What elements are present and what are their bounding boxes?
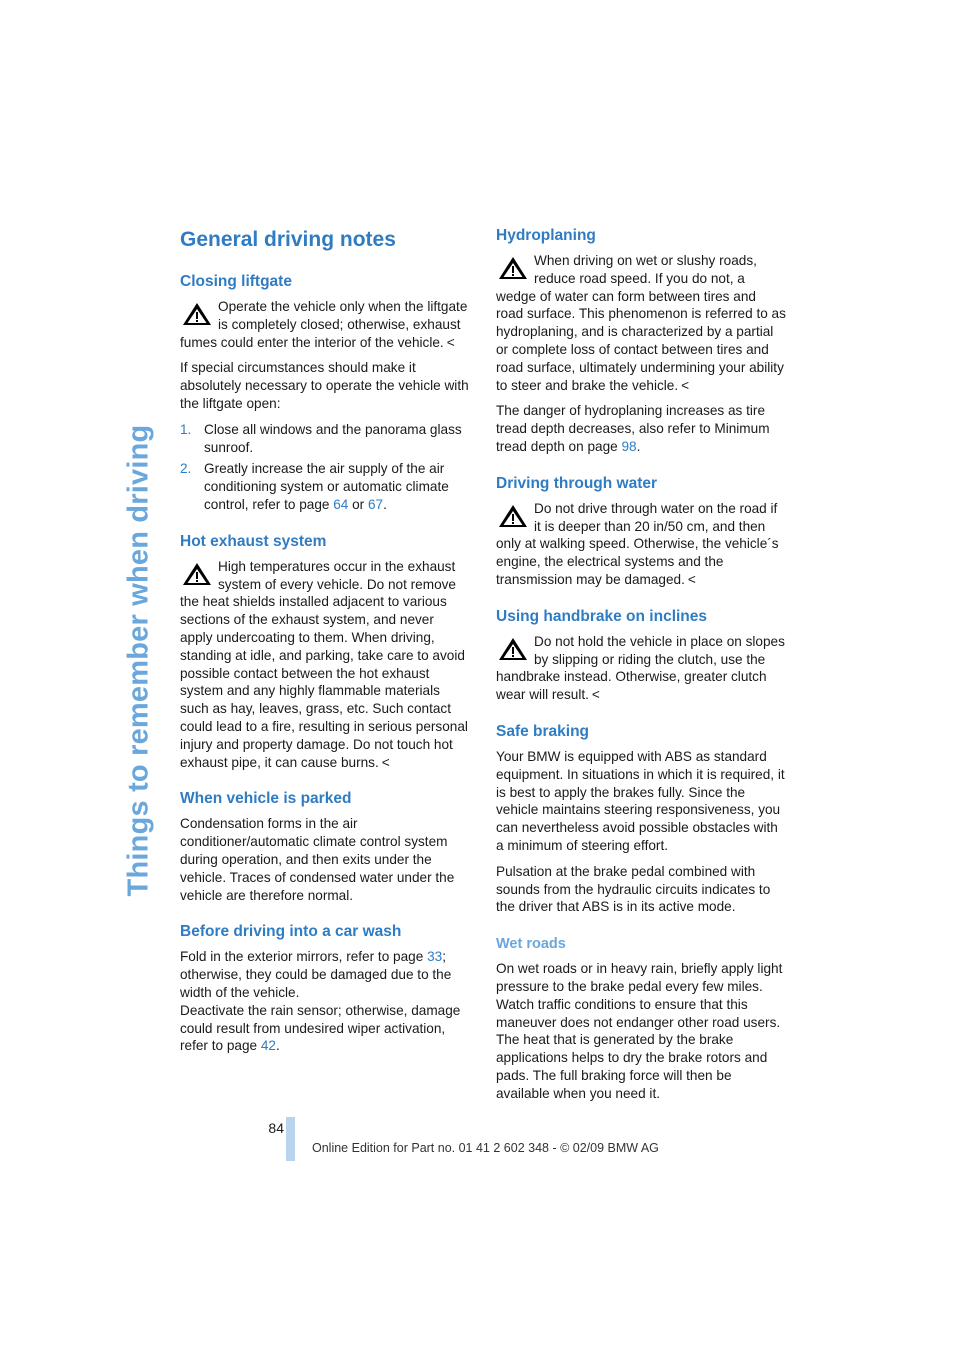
list-text: Close all windows and the panorama glass sunroof. bbox=[204, 421, 462, 455]
text-run: The danger of hydroplaning increases as tire tread depth decreases, also refer to Minimum tread depth on page bbox=[496, 403, 770, 454]
text-run: Deactivate the rain sensor; otherwise, damage could result from undesired wiper activation, refer to page bbox=[180, 1002, 461, 1054]
page-title: General driving notes bbox=[180, 228, 396, 251]
warning-text: Do not drive through water on the road if it is deeper than 20 in/50 cm, and then only at walking speed. Otherwise, the vehicle´s engine, the electrical systems and the transmission may be damaged. bbox=[496, 500, 779, 587]
footer-edition-text: Online Edition for Part no. 01 41 2 602 348 - © 02/09 BMW AG bbox=[312, 1141, 659, 1155]
page-number: 84 bbox=[268, 1120, 284, 1136]
list-text bbox=[204, 460, 470, 513]
heading-vehicle-parked: When vehicle is parked bbox=[180, 790, 352, 808]
paragraph-liftgate-intro: If special circumstances should make it absolutely necessary to operate the vehicle with the liftgate open: bbox=[180, 360, 469, 411]
end-mark: < bbox=[687, 571, 696, 587]
end-mark: < bbox=[681, 377, 690, 393]
text-run: Fold in the exterior mirrors, refer to page bbox=[180, 949, 428, 965]
warning-handbrake bbox=[496, 633, 786, 704]
text-run: Greatly increase the air supply of the air conditioning system or automatic climate control, refer to page bbox=[204, 461, 449, 512]
paragraph-wet-roads: On wet roads or in heavy rain, briefly apply light pressure to the brake pedal every few miles. Watch traffic conditions to ensure that this maneuver does not endanger other road users. The heat that is generated by the brake applications helps to dry the brake rotors and pads. The full braking force will then be available when you need it. bbox=[496, 961, 783, 1101]
warning-triangle-icon bbox=[496, 254, 532, 284]
page-link-33[interactable]: 33 bbox=[427, 949, 443, 965]
section-through-water bbox=[496, 474, 786, 589]
section-wet-roads bbox=[496, 934, 786, 1102]
side-chapter-title-text: Things to remember when driving bbox=[122, 424, 155, 896]
end-mark: < bbox=[591, 687, 600, 703]
heading-closing-liftgate: Closing liftgate bbox=[180, 273, 292, 290]
heading-handbrake: Using handbrake on inclines bbox=[496, 607, 708, 625]
end-mark: < bbox=[446, 334, 455, 350]
text-run: . bbox=[636, 438, 641, 454]
text-run: . bbox=[383, 496, 387, 512]
heading-hydroplaning: Hydroplaning bbox=[496, 227, 596, 244]
page-link-64[interactable]: 64 bbox=[333, 496, 349, 512]
list-number: 2. bbox=[180, 461, 192, 477]
warning-text: When driving on wet or slushy roads, reduce road speed. If you do not, a wedge of water can form between tires and road surface. This phenomenon is referred to as hydroplaning, and is characterized by a partial or complete loss of contact between tires and road surface, ultimately undermining your ability to steer and brake the vehicle. bbox=[496, 253, 786, 393]
warning-hot-exhaust bbox=[180, 558, 470, 772]
list-number: 1. bbox=[180, 421, 192, 437]
warning-triangle-icon bbox=[180, 560, 216, 590]
paragraph-abs-pulsation: Pulsation at the brake pedal combined with sounds from the hydraulic circuits indicates to the driver that ABS is in its active mode. bbox=[496, 863, 771, 915]
section-closing-liftgate bbox=[180, 272, 470, 514]
warning-triangle-icon bbox=[496, 635, 532, 665]
paragraph-hydroplaning-tread bbox=[496, 402, 786, 455]
footer-accent-bar bbox=[286, 1117, 295, 1161]
side-chapter-title bbox=[118, 225, 160, 1095]
warning-text: Operate the vehicle only when the liftgate is completely closed; otherwise, exhaust fumes could enter the interior of the vehicle. bbox=[180, 299, 468, 350]
page-link-67[interactable]: 67 bbox=[367, 496, 384, 512]
warning-text: Do not hold the vehicle in place on slopes by slipping or riding the clutch, use the handbrake instead. Otherwise, greater clutch wear will result. bbox=[496, 633, 785, 703]
list-item bbox=[180, 460, 470, 513]
section-handbrake bbox=[496, 607, 786, 704]
list-item bbox=[180, 421, 470, 457]
heading-hot-exhaust: Hot exhaust system bbox=[180, 532, 327, 550]
warning-hydroplaning bbox=[496, 252, 786, 394]
page-link-98[interactable]: 98 bbox=[621, 438, 637, 454]
paragraph-abs: Your BMW is equipped with ABS as standard equipment. In situations in which it is required, it is best to apply the brakes fully. Since the vehicle maintains steering responsiveness, you can nevertheless avoid possible obstacles with a minimum of steering effort. bbox=[496, 748, 785, 853]
paragraph-car-wash-mirrors bbox=[180, 948, 470, 1001]
text-run: or bbox=[348, 496, 368, 512]
liftgate-steps-list bbox=[180, 421, 470, 514]
warning-text: High temperatures occur in the exhaust system of every vehicle. Do not remove the heat shields installed adjacent to various sections of the exhaust system, and never apply undercoating to them. When driving, standing at idle, and parking, take care to avoid possible contact between the hot exhaust system and any highly flammable materials such as hay, leaves, grass, etc. Such contact could lead to a fire, resulting in serious personal injury and property damage. Do not touch hot exhaust pipe, it can cause burns. bbox=[180, 558, 468, 770]
warning-through-water bbox=[496, 500, 786, 589]
section-vehicle-parked bbox=[180, 789, 470, 904]
paragraph-car-wash-rain-sensor bbox=[180, 1002, 470, 1055]
heading-safe-braking: Safe braking bbox=[496, 722, 590, 740]
right-column bbox=[496, 226, 786, 1120]
section-car-wash bbox=[180, 922, 470, 1055]
left-column bbox=[180, 226, 470, 1073]
text-run: ; otherwise, they could be damaged due to the width of the vehicle. bbox=[180, 949, 452, 1000]
heading-wet-roads: Wet roads bbox=[496, 936, 566, 953]
paragraph-parked: Condensation forms in the air conditioner/automatic climate control system during operation, and then exits under the vehicle. Traces of condensed water under the vehicle are therefore normal. bbox=[180, 816, 455, 903]
text-run: . bbox=[275, 1038, 280, 1054]
page-link-42[interactable]: 42 bbox=[260, 1038, 276, 1054]
warning-triangle-icon bbox=[180, 300, 216, 330]
heading-through-water: Driving through water bbox=[496, 474, 658, 492]
warning-closing-liftgate bbox=[180, 298, 470, 351]
section-hydroplaning bbox=[496, 226, 786, 456]
section-safe-braking bbox=[496, 722, 786, 916]
warning-triangle-icon bbox=[496, 502, 532, 532]
heading-car-wash: Before driving into a car wash bbox=[180, 923, 402, 941]
section-hot-exhaust bbox=[180, 532, 470, 772]
end-mark: < bbox=[381, 754, 390, 770]
